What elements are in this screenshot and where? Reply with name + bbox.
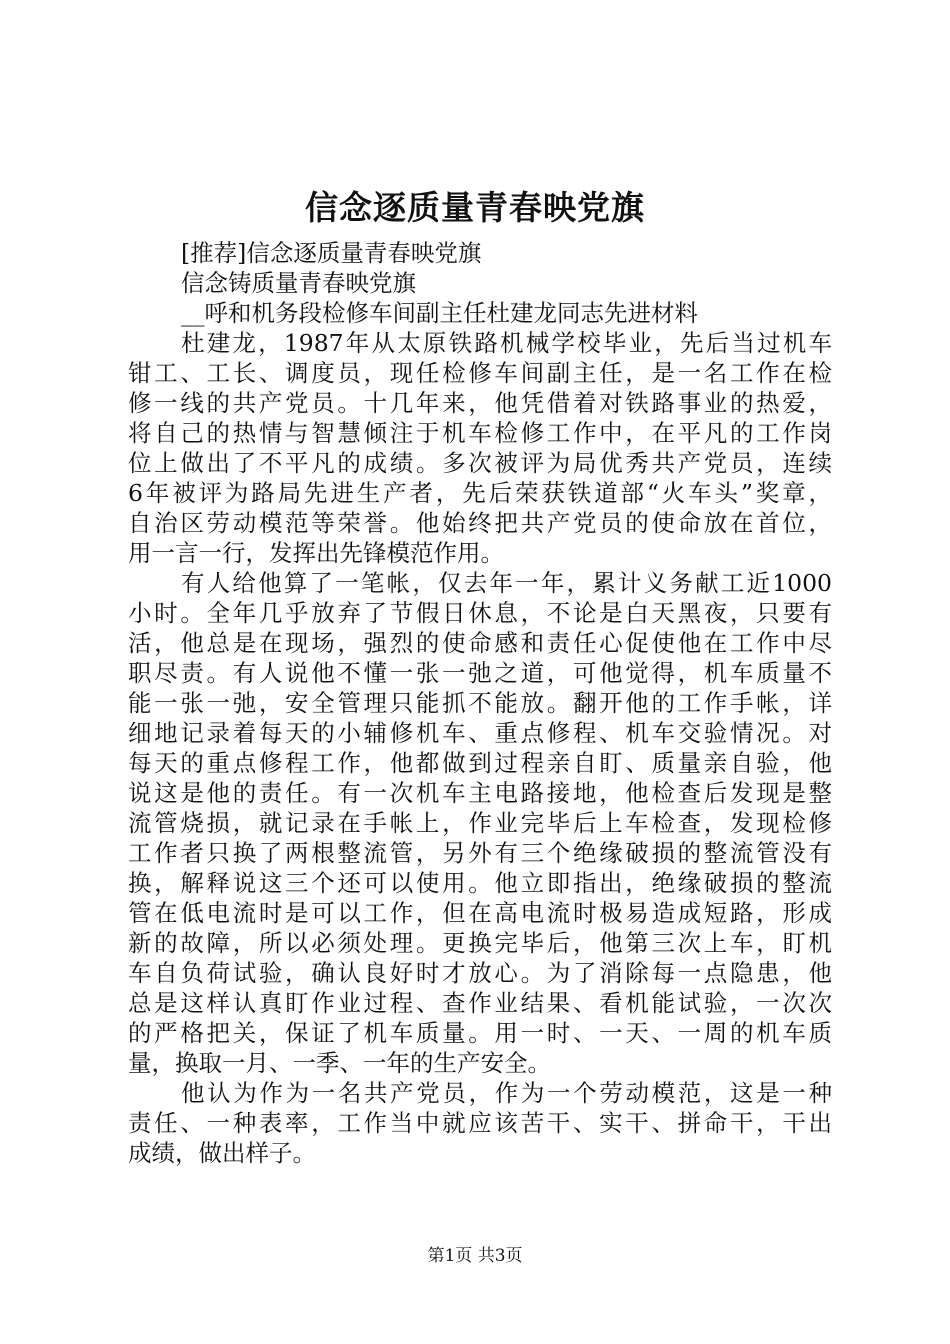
header-line: __呼和机务段检修车间副主任杜建龙同志先进材料 [181, 299, 698, 327]
text-line: 活，他总是在现场，强烈的使命感和责任心促使他在工作中尽 [128, 629, 832, 657]
text-line: 有人给他算了一笔帐，仅去年一年，累计义务献工近1000 [181, 569, 832, 597]
text-line: 用一言一行，发挥出先锋模范作用。 [128, 539, 504, 567]
document-body [128, 238, 832, 1168]
text-line: 说这是他的责任。有一次机车主电路接地，他检查后发现是整 [128, 779, 832, 807]
text-line: 将自己的热情与智慧倾注于机车检修工作中，在平凡的工作岗 [128, 419, 832, 447]
text-line: 总是这样认真盯作业过程、查作业结果、看机能试验，一次次 [128, 989, 832, 1017]
page-footer: 第1页 共3页 [427, 1246, 523, 1266]
header-line: 信念铸质量青春映党旗 [181, 269, 416, 297]
header-line: [推荐]信念逐质量青春映党旗 [181, 239, 482, 267]
text-line: 位上做出了不平凡的成绩。多次被评为局优秀共产党员，连续 [128, 449, 832, 477]
text-line: 职尽责。有人说他不懂一张一弛之道，可他觉得，机车质量不 [128, 659, 832, 687]
text-line: 车自负荷试验，确认良好时才放心。为了消除每一点隐患，他 [128, 959, 832, 987]
text-line: 管在低电流时是可以工作，但在高电流时极易造成短路，形成 [128, 899, 832, 927]
text-line: 工作者只换了两根整流管，另外有三个绝缘破损的整流管没有 [128, 839, 832, 867]
text-line: 钳工、工长、调度员，现任检修车间副主任，是一名工作在检 [128, 359, 832, 387]
text-line: 细地记录着每天的小辅修机车、重点修程、机车交验情况。对 [128, 719, 832, 747]
text-line: 的严格把关，保证了机车质量。用一时、一天、一周的机车质 [128, 1019, 832, 1047]
text-line: 换，解释说这三个还可以使用。他立即指出，绝缘破损的整流 [128, 869, 832, 897]
paragraph [128, 1078, 832, 1168]
text-line: 量，换取一月、一季、一年的生产安全。 [128, 1049, 551, 1077]
paragraph [128, 328, 832, 568]
text-line: 成绩，做出样子。 [128, 1139, 316, 1167]
text-line: 流管烧损，就记录在手帐上，作业完毕后上车检查，发现检修 [128, 809, 832, 837]
text-line: 修一线的共产党员。十几年来，他凭借着对铁路事业的热爱， [128, 389, 832, 417]
document-title: 信念逐质量青春映党旗 [305, 188, 645, 227]
text-line: 自治区劳动模范等荣誉。他始终把共产党员的使命放在首位， [128, 509, 832, 537]
paragraph [128, 568, 832, 1078]
text-line: 杜建龙，1987年从太原铁路机械学校毕业，先后当过机车 [181, 329, 832, 357]
text-line: 新的故障，所以必须处理。更换完毕后，他第三次上车，盯机 [128, 929, 832, 957]
text-line: 他认为作为一名共产党员，作为一个劳动模范，这是一种 [181, 1079, 832, 1107]
text-line: 每天的重点修程工作，他都做到过程亲自盯、质量亲自验，他 [128, 749, 832, 777]
text-line: 小时。全年几乎放弃了节假日休息，不论是白天黑夜，只要有 [128, 599, 832, 627]
text-line: 能一张一弛，安全管理只能抓不能放。翻开他的工作手帐，详 [128, 689, 832, 717]
text-line: 责任、一种表率，工作当中就应该苦干、实干、拼命干，干出 [128, 1109, 832, 1137]
text-line: 6年被评为路局先进生产者，先后荣获铁道部“火车头”奖章， [128, 479, 832, 507]
